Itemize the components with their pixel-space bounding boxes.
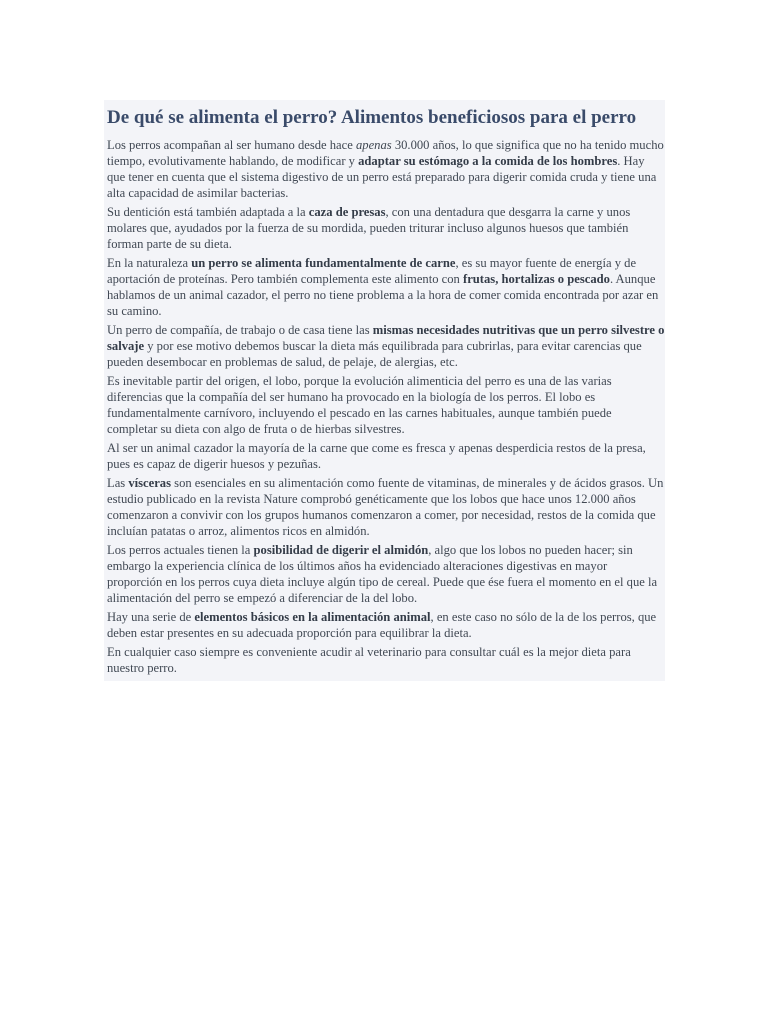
article-body	[107, 137, 665, 676]
bold-text: un perro se alimenta fundamentalmente de carne	[191, 256, 456, 270]
italic-text: apenas	[355, 138, 392, 152]
text-run: . Aunque hablamos de un animal cazador, el perro no tiene problema a la hora de comer comida encontrada por azar en su camino.	[107, 272, 659, 318]
paragraph	[107, 644, 665, 676]
text-run: Los perros acompañan al ser humano desde hace	[107, 138, 356, 152]
text-run: Al ser un animal cazador la mayoría de la carne que come es fresca y apenas desperdicia restos de la presa, pues es capaz de digerir huesos y pezuñas.	[107, 441, 646, 471]
paragraph	[107, 373, 665, 437]
text-run: 30.000 años, lo que significa que no ha tenido mucho tiempo, evolutivamente hablando, de modificar y	[107, 138, 664, 168]
text-run: y por ese motivo debemos buscar la dieta más equilibrada para cubrirlas, para evitar carencias que pueden desembocar en problemas de salud, de pelaje, de alergias, etc.	[107, 339, 642, 369]
text-run: Las	[107, 476, 129, 490]
text-run: Su dentición está también adaptada a la	[107, 205, 309, 219]
text-run: son esenciales en su alimentación como fuente de vitaminas, de minerales y de ácidos grasos. Un estudio publicado en la revista Nature comprobó genéticamente que los lobos que hace unos 12.000 años comenzaron a convivir con los grupos humanos comenzaron a comer, por necesidad, restos de la comida que incluían patatas o arroz, alimentos ricos en almidón.	[107, 476, 664, 538]
bold-text: adaptar su estómago a la comida de los hombres	[358, 154, 618, 168]
article	[104, 100, 665, 681]
paragraph	[107, 137, 665, 201]
bold-text: frutas, hortalizas o pescado	[463, 272, 610, 286]
paragraph	[107, 204, 665, 252]
text-run: Los perros actuales tienen la	[107, 543, 254, 557]
text-run: , con una dentadura que desgarra la carne y unos molares que, ayudados por la fuerza de su mordida, pueden triturar incluso algunos huesos que también forman parte de su dieta.	[107, 205, 631, 251]
bold-text: mismas necesidades nutritivas que un perro silvestre o salvaje	[107, 323, 665, 353]
bold-text: vísceras	[128, 476, 172, 490]
text-run: En la naturaleza	[107, 256, 192, 270]
paragraph	[107, 475, 665, 539]
bold-text: posibilidad de digerir el almidón	[253, 543, 429, 557]
paragraph	[107, 440, 665, 472]
article-title: De qué se alimenta el perro? Alimentos beneficiosos para el perro	[107, 107, 637, 128]
text-run: . Hay que tener en cuenta que el sistema digestivo de un perro está preparado para digerir comida cruda y tiene una alta capacidad de asimilar bacterias.	[107, 154, 657, 200]
text-run: Un perro de compañía, de trabajo o de casa tiene las	[107, 323, 373, 337]
paragraph	[107, 255, 665, 319]
bold-text: elementos básicos en la alimentación animal	[194, 610, 431, 624]
text-run: En cualquier caso siempre es conveniente acudir al veterinario para consultar cuál es la mejor dieta para nuestro perro.	[107, 645, 631, 675]
paragraph	[107, 322, 665, 370]
text-run: , en este caso no sólo de la de los perros, que deben estar presentes en su adecuada proporción para equilibrar la dieta.	[107, 610, 657, 640]
text-run: , algo que los lobos no pueden hacer; sin embargo la experiencia clínica de los últimos años ha evidenciado alteraciones digestivas en mayor proporción en los perros cuya dieta incluye algún tipo de cereal. Puede que ése fuera el momento en el que la alimentación del perro se empezó a diferenciar de la del lobo.	[107, 543, 658, 605]
text-run: Es inevitable partir del origen, el lobo, porque la evolución alimenticia del perro es una de las varias diferencias que la compañía del ser humano ha provocado en la biología de los perros. El lobo es fundamentalmente carnívoro, incluyendo el pescado en las carnes habituales, aunque también puede completar su dieta con algo de fruta o de hierbas silvestres.	[107, 374, 612, 436]
bold-text: caza de presas	[308, 205, 386, 219]
paragraph	[107, 542, 665, 606]
text-run: Hay una serie de	[107, 610, 195, 624]
text-run: , es su mayor fuente de energía y de aportación de proteínas. Pero también complementa este alimento con	[107, 256, 637, 286]
paragraph	[107, 609, 665, 641]
